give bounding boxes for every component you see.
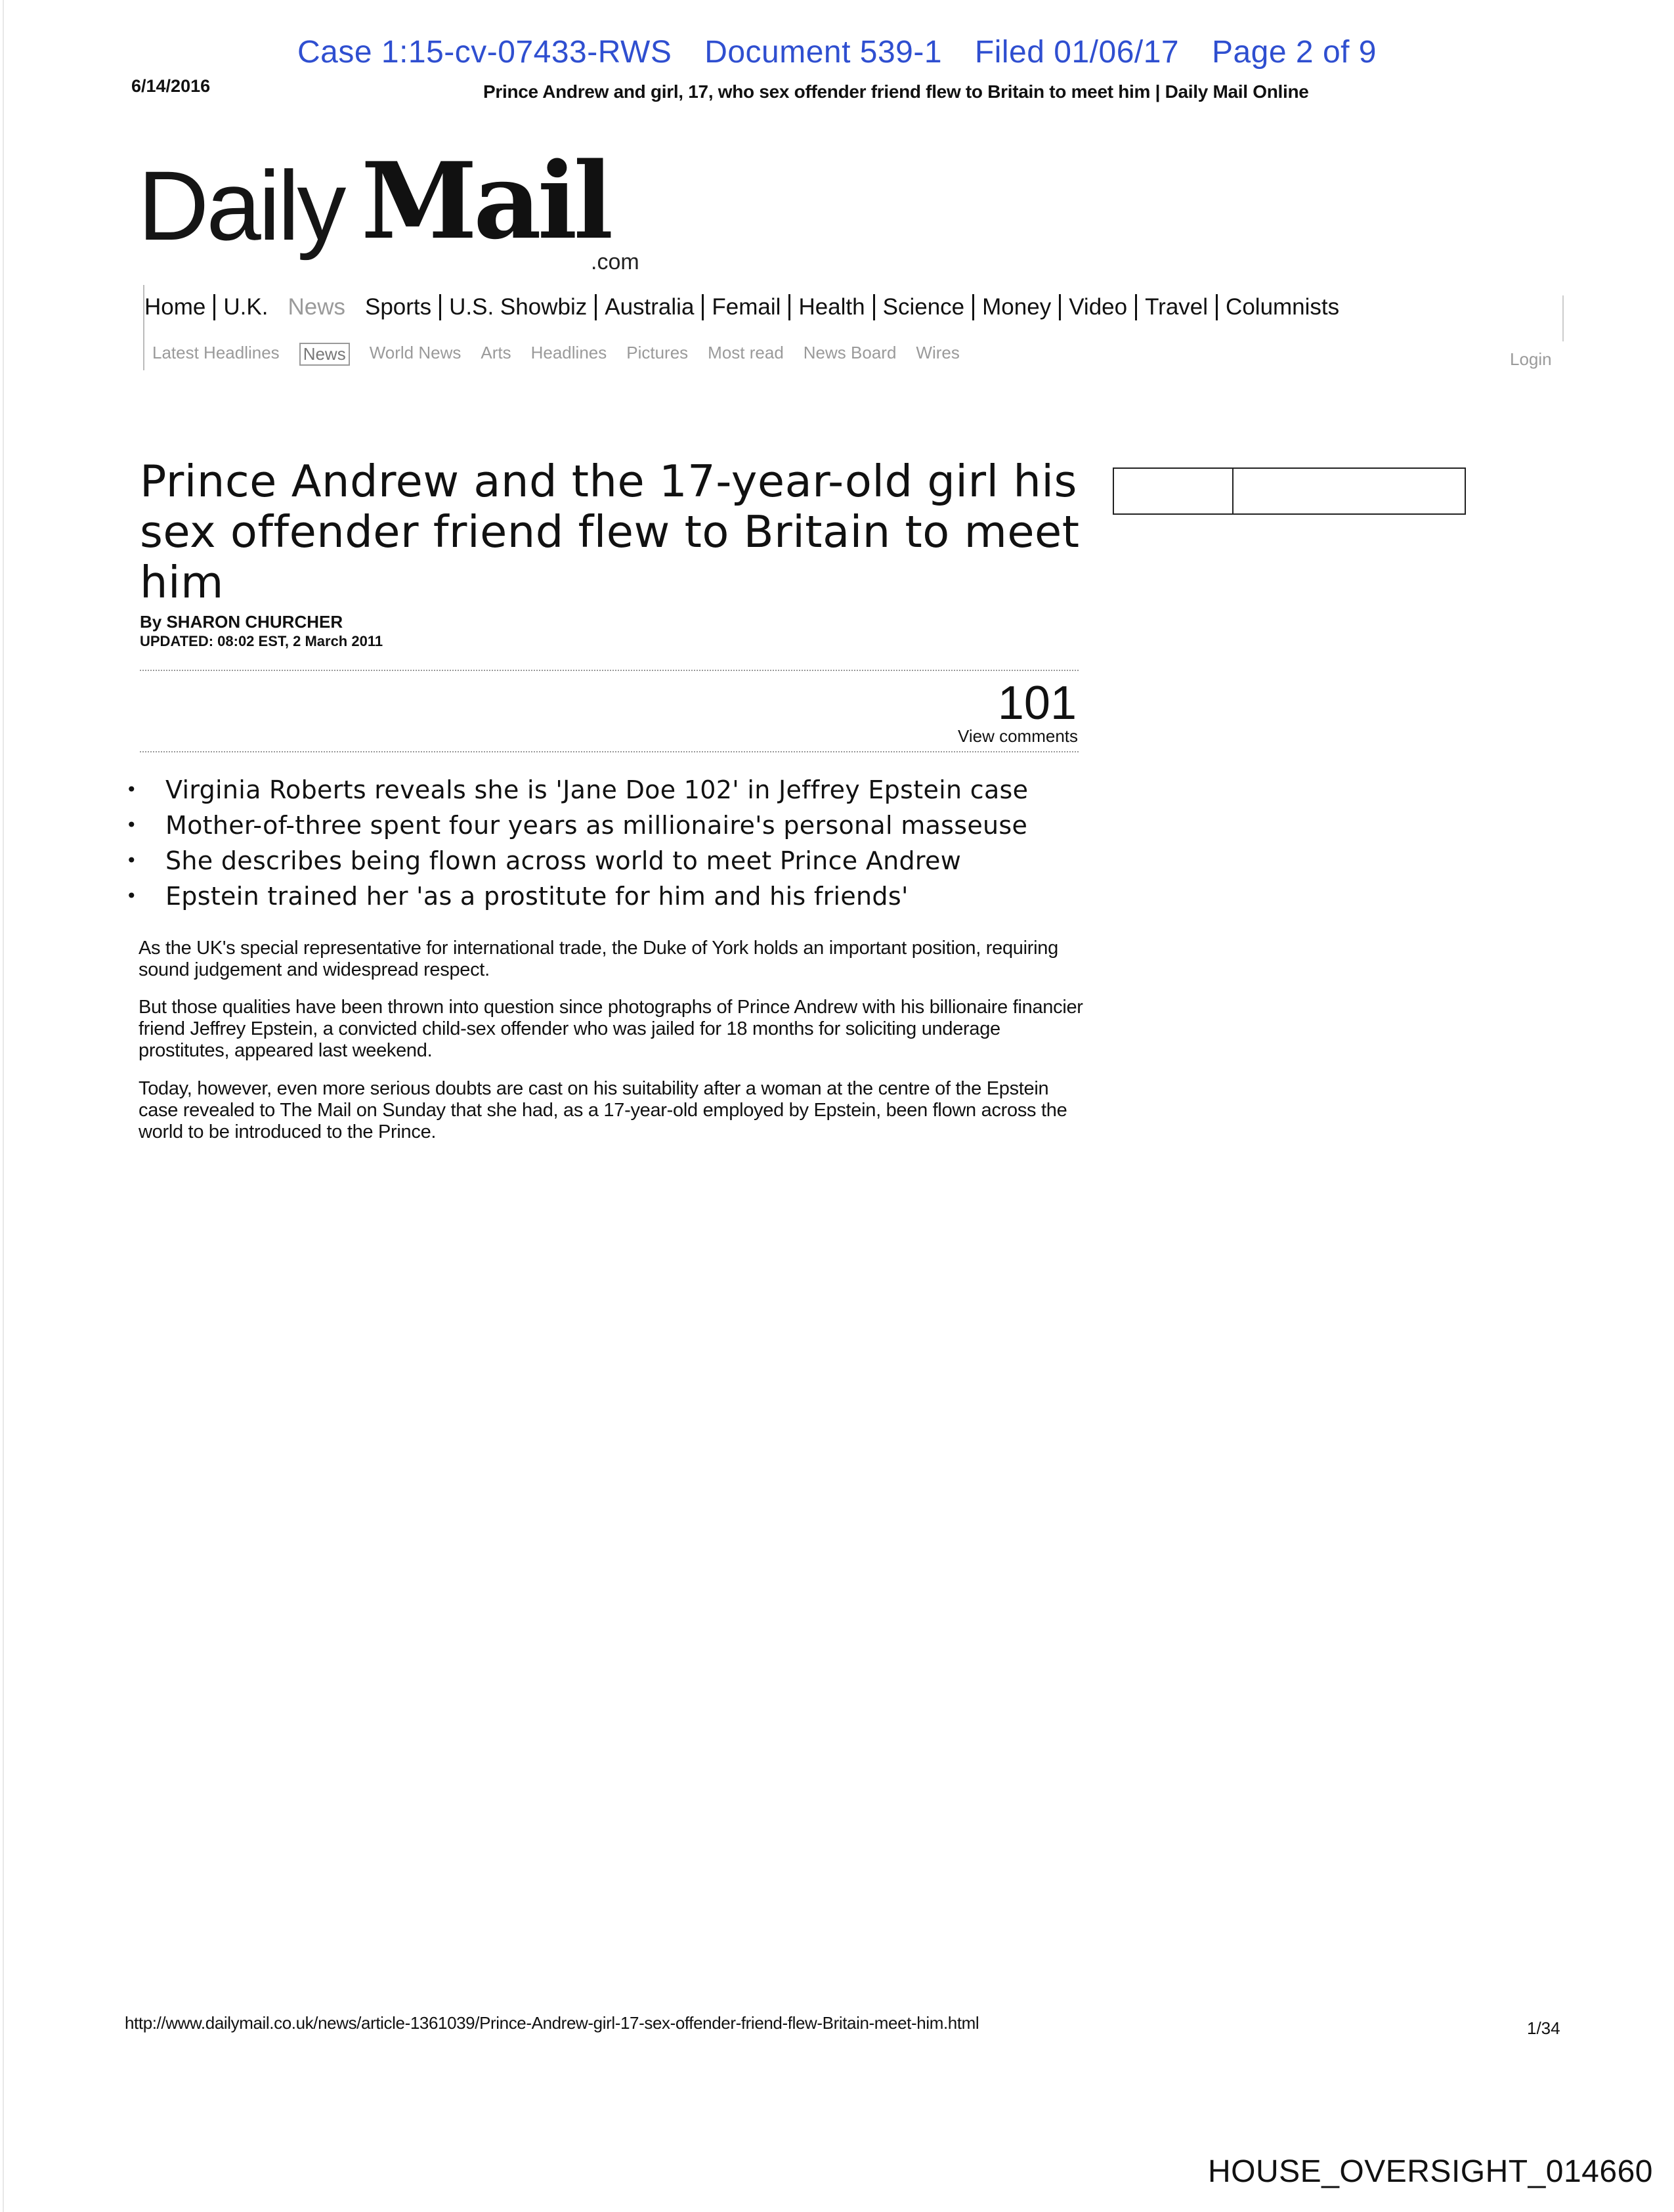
nav-money[interactable]: Money: [982, 294, 1052, 320]
nav-separator: [702, 294, 704, 320]
nav-news[interactable]: News: [288, 294, 345, 320]
print-footer-page: 1/34: [1527, 2018, 1560, 2038]
nav-uk[interactable]: U.K.: [223, 294, 268, 320]
subnav-headlines[interactable]: Headlines: [530, 343, 607, 362]
divider-top: [140, 670, 1079, 671]
nav-separator: [1059, 294, 1061, 320]
nav-separator: [213, 294, 215, 320]
subnav-most-read[interactable]: Most read: [708, 343, 784, 362]
nav-columnists[interactable]: Columnists: [1226, 294, 1340, 320]
nav-separator: [972, 294, 974, 320]
nav-femail[interactable]: Femail: [712, 294, 781, 320]
nav-sports[interactable]: Sports: [364, 294, 432, 320]
page-of: Page 2 of 9: [1211, 35, 1377, 70]
logo-mail-text: Mail: [361, 139, 610, 263]
divider-bottom: [140, 751, 1079, 752]
nav-australia[interactable]: Australia: [605, 294, 695, 320]
print-footer-url: http://www.dailymail.co.uk/news/article-1361039/Prince-Andrew-girl-17-sex-offender-friend-flew-Britain-meet-him.html: [125, 2013, 979, 2033]
article-byline: By SHARON CHURCHER: [140, 612, 343, 632]
subnav-news[interactable]: News: [299, 343, 350, 366]
nav-separator: [788, 294, 790, 320]
comment-count[interactable]: 101: [997, 677, 1077, 729]
subnav-world-news[interactable]: World News: [369, 343, 461, 362]
article-paragraph: Today, however, even more serious doubts are cast on his suitability after a woman at the centre of the Epstein case revealed to The Mail on Sunday that she had, as a 17-year-old employed by Epstein, been flown across the world to be introduced to the Prince.: [139, 1078, 1067, 1142]
login-link[interactable]: Login: [1510, 349, 1552, 369]
case-number: Case 1:15-cv-07433-RWS: [297, 35, 672, 70]
nav-separator: [595, 294, 597, 320]
summary-bullet: • Mother-of-three spent four years as millionaire's personal masseuse: [126, 808, 1028, 843]
ad-divider: [1232, 469, 1234, 513]
subnav-pictures[interactable]: Pictures: [626, 343, 689, 362]
filed-date: Filed 01/06/17: [974, 35, 1180, 70]
logo-daily-text: Daily: [138, 150, 344, 261]
view-comments-link[interactable]: View comments: [957, 726, 1078, 746]
subnav-wires[interactable]: Wires: [916, 343, 960, 362]
summary-bullet: • Virginia Roberts reveals she is 'Jane Doe 102' in Jeffrey Epstein case: [126, 772, 1028, 808]
subnav-arts[interactable]: Arts: [481, 343, 511, 362]
case-header: [0, 34, 1674, 70]
nav-video[interactable]: Video: [1069, 294, 1128, 320]
nav-health[interactable]: Health: [798, 294, 865, 320]
logo-com-text: .com: [591, 249, 639, 274]
ad-placeholder: [1113, 467, 1466, 515]
subnav-news-board[interactable]: News Board: [803, 343, 897, 362]
nav-travel[interactable]: Travel: [1145, 294, 1209, 320]
main-nav: [144, 294, 1339, 320]
nav-science[interactable]: Science: [882, 294, 965, 320]
nav-separator: [1135, 294, 1137, 320]
article-paragraph: As the UK's special representative for international trade, the Duke of York holds an important position, requiring sound judgement and widespread respect.: [139, 938, 1058, 980]
nav-separator: [1216, 294, 1218, 320]
sub-nav: [152, 343, 979, 366]
summary-bullet: • Epstein trained her 'as a prostitute for him and his friends': [126, 878, 1028, 914]
bates-number: HOUSE_OVERSIGHT_014660: [1208, 2154, 1653, 2189]
nav-separator: [873, 294, 875, 320]
print-date: 6/14/2016: [131, 76, 211, 96]
article-summary-bullets: [126, 772, 1028, 914]
scan-edge: [3, 0, 4, 2212]
summary-bullet: • She describes being flown across world to meet Prince Andrew: [126, 843, 1028, 878]
nav-us-showbiz[interactable]: U.S. Showbiz: [449, 294, 588, 320]
nav-home[interactable]: Home: [144, 294, 206, 320]
document-number: Document 539-1: [704, 35, 943, 70]
subnav-latest-headlines[interactable]: Latest Headlines: [152, 343, 280, 362]
article-updated: UPDATED: 08:02 EST, 2 March 2011: [140, 633, 383, 649]
nav-separator: [439, 294, 441, 320]
article-paragraph: But those qualities have been thrown into question since photographs of Prince Andrew with his billionaire financier friend Jeffrey Epstein, a convicted child-sex offender who was jailed for 18 months for soliciting underage prostitutes, appeared last weekend.: [139, 997, 1083, 1061]
print-page-title: Prince Andrew and girl, 17, who sex offender friend flew to Britain to meet him | Daily Mail Online: [483, 81, 1309, 102]
nav-divider-right: [1562, 295, 1564, 341]
article-headline: Prince Andrew and the 17-year-old girl his sex offender friend flew to Britain to meet him: [140, 456, 1080, 608]
